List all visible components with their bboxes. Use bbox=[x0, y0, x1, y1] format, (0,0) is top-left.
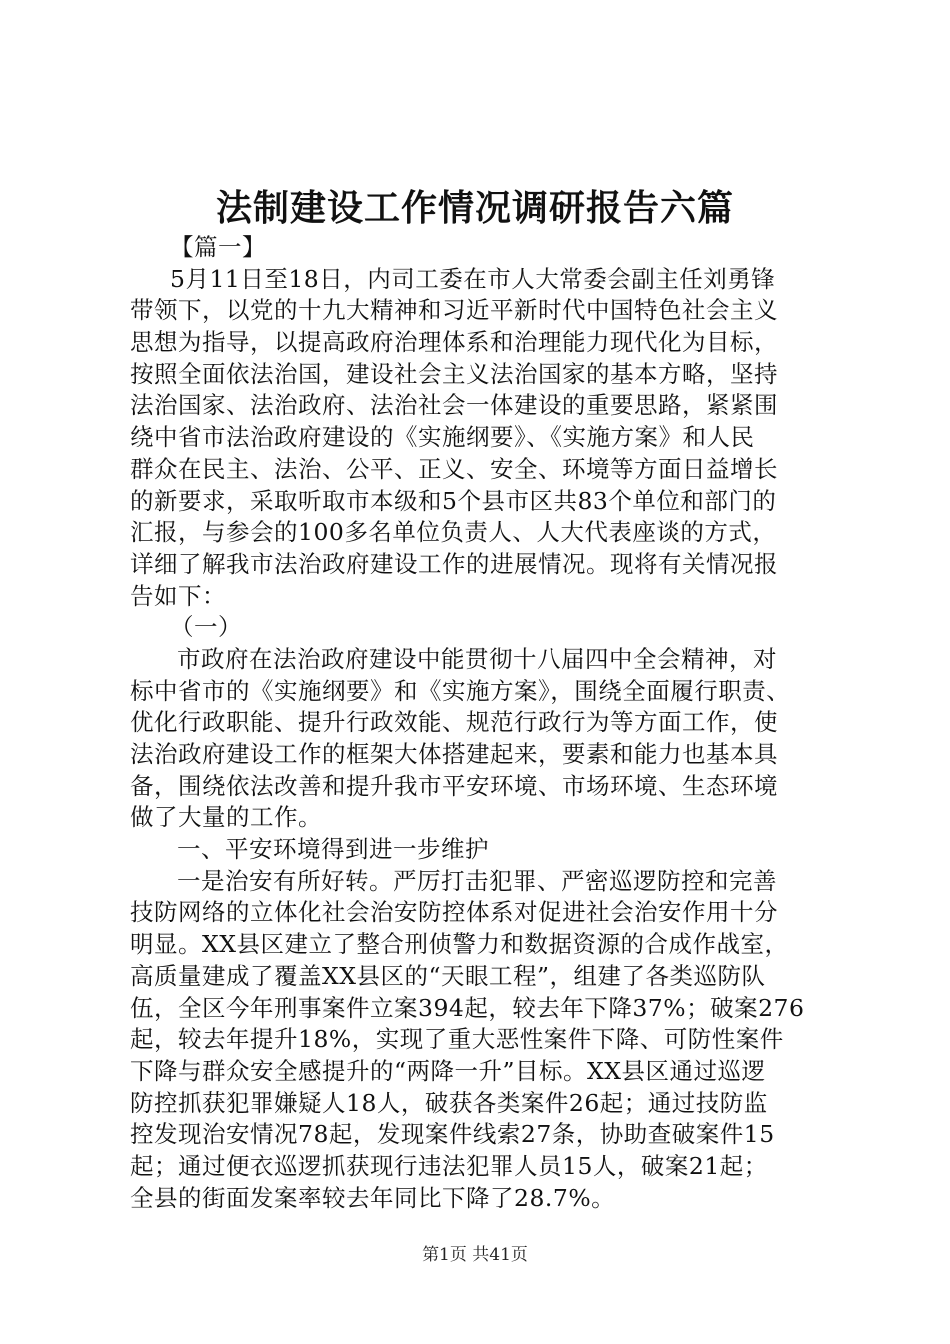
paragraph-line: 详细了解我市法治政府建设工作的进展情况。现将有关情况报 bbox=[130, 549, 778, 578]
paragraph-line: 防控抓获犯罪嫌疑人18人，破获各类案件26起；通过技防监 bbox=[130, 1088, 768, 1117]
paragraph-line: 市政府在法治政府建设中能贯彻十八届四中全会精神，对 bbox=[177, 644, 777, 673]
paragraph-line: 告如下： bbox=[130, 581, 226, 610]
paragraph-line: 法治国家、法治政府、法治社会一体建设的重要思路，紧紧围 bbox=[130, 391, 778, 420]
paragraph-line: 群众在民主、法治、公平、正义、安全、环境等方面日益增长 bbox=[130, 454, 778, 483]
paragraph-line: 控发现治安情况78起，发现案件线索27条，协助查破案件15 bbox=[130, 1120, 775, 1149]
paragraph-line: 思想为指导，以提高政府治理体系和治理能力现代化为目标， bbox=[130, 328, 778, 357]
paragraph-line: 按照全面依法治国，建设社会主义法治国家的基本方略，坚持 bbox=[130, 359, 778, 388]
paragraph-line: 做了大量的工作。 bbox=[130, 803, 322, 832]
paragraph-line: 标中省市的《实施纲要》和《实施方案》，围绕全面履行职责、 bbox=[130, 676, 791, 705]
paragraph-line: 5月11日至18日，内司工委在市人大常委会副主任刘勇锋 bbox=[170, 264, 776, 293]
paragraph-line: 备，围绕依法改善和提升我市平安环境、市场环境、生态环境 bbox=[130, 771, 778, 800]
paragraph-line: 下降与群众安全感提升的“两降一升”目标。XX县区通过巡逻 bbox=[130, 1056, 766, 1085]
paragraph-line: 起；通过便衣巡逻抓获现行违法犯罪人员15人，破案21起； bbox=[130, 1151, 768, 1180]
paragraph-line: 一是治安有所好转。严厉打击犯罪、严密巡逻防控和完善 bbox=[177, 866, 777, 895]
paragraph-line: 绕中省市法治政府建设的《实施纲要》、《实施方案》和人民 bbox=[130, 423, 755, 452]
paragraph-line: 带领下，以党的十九大精神和习近平新时代中国特色社会主义 bbox=[130, 296, 778, 325]
paragraph-line: 全县的街面发案率较去年同比下降了28.7%。 bbox=[130, 1183, 616, 1212]
subsection-heading: （一） bbox=[170, 613, 242, 642]
paragraph-line: 汇报，与参会的100多名单位负责人、人大代表座谈的方式， bbox=[130, 518, 777, 547]
paragraph-line: 伍，全区今年刑事案件立案394起，较去年下降37%；破案276 bbox=[130, 993, 805, 1022]
paragraph-line: 技防网络的立体化社会治安防控体系对促进社会治安作用十分 bbox=[130, 898, 778, 927]
paragraph-line: 起，较去年提升18%，实现了重大恶性案件下降、可防性案件 bbox=[130, 1025, 784, 1054]
paragraph-line: 的新要求，采取听取市本级和5个县市区共83个单位和部门的 bbox=[130, 486, 777, 515]
document-body bbox=[130, 232, 840, 1214]
paragraph-line: 明显。XX县区建立了整合刑侦警力和数据资源的合成作战室， bbox=[130, 930, 789, 959]
paragraph-line: 法治政府建设工作的框架大体搭建起来，要素和能力也基本具 bbox=[130, 740, 778, 768]
page-footer: 第1页 共41页 bbox=[422, 1245, 528, 1265]
paragraph-line: 优化行政职能、提升行政效能、规范行政行为等方面工作，使 bbox=[130, 708, 778, 737]
document-title: 法制建设工作情况调研报告六篇 bbox=[215, 187, 734, 229]
section-heading: 一、平安环境得到进一步维护 bbox=[177, 835, 489, 864]
section-heading: 【篇一】 bbox=[170, 233, 266, 261]
paragraph-line: 高质量建成了覆盖XX县区的“天眼工程”，组建了各类巡防队 bbox=[130, 961, 766, 990]
